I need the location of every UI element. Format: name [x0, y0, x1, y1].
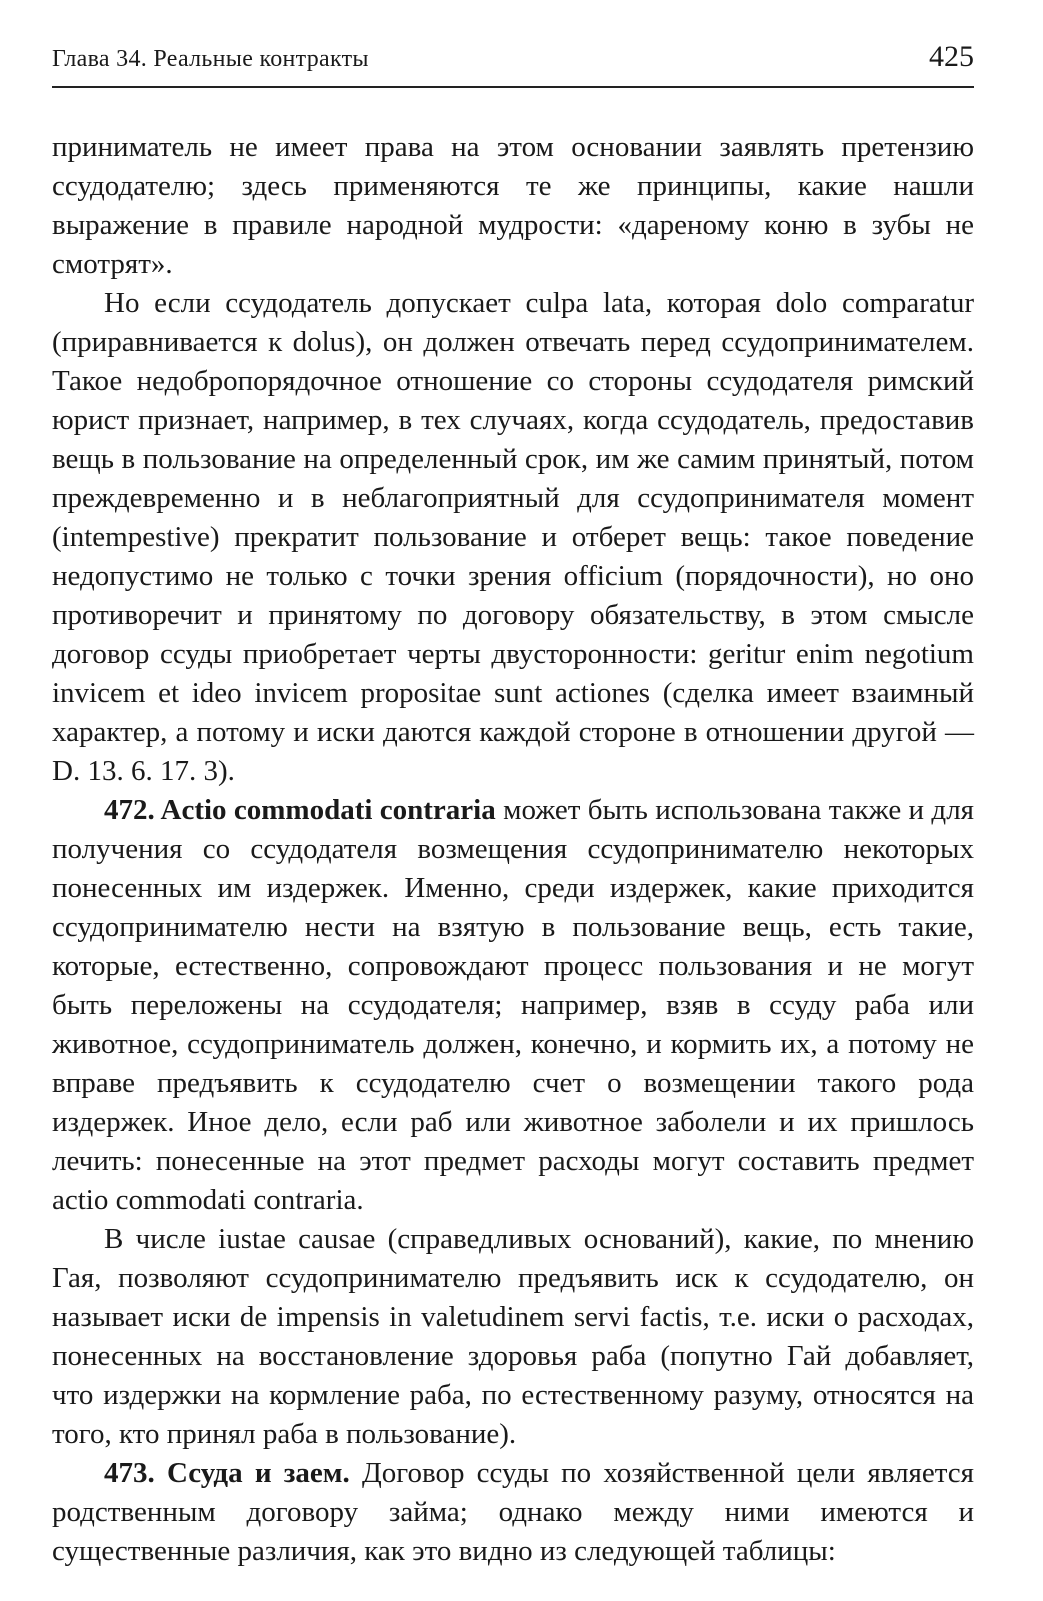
- paragraph-text: Договор ссуды по хозяйственной цели является родственным договору займа; однако между ними имеются и существенные различия, как это видно из следующей таблицы:: [52, 1457, 974, 1567]
- paragraph-iustae-causae: [52, 1220, 974, 1454]
- section-heading-472: 472. Actio commodati contraria: [104, 794, 496, 826]
- paragraph-text: может быть использована также и для получения со ссудодателя возмещения ссудопринимателю некоторых понесенных им издержек. Именно, среди издержек, какие приходится ссудопринимателю нести на взятую в пользование вещь, есть такие, которые, естественно, сопровождают процесс пользования и не могут быть переложены на ссудодателя; например, взяв в ссуду раба или животное, ссудоприниматель должен, конечно, и кормить их, а потому не вправе предъявить к ссудодателю счет о возмещении такого рода издержек. Иное дело, если раб или животное заболели и их пришлось лечить: понесенные на этот предмет расходы могут составить предмет actio commodati contraria.: [52, 794, 974, 1216]
- section-heading-473: 473. Ссуда и заем.: [104, 1457, 350, 1489]
- paragraph-text: В числе iustae causae (справедливых оснований), какие, по мнению Гая, позволяют ссудопринимателю предъявить иск к ссудодателю, он называет иски de impensis in valetudinem servi factis, т.е. иски о расходах, понесенных на восстановление здоровья раба (попутно Гай добавляет, что издержки на кормление раба, по естественному разуму, относятся на того, кто принял раба в пользование).: [52, 1223, 974, 1450]
- book-page: [52, 40, 974, 1571]
- chapter-title: Глава 34. Реальные контракты: [52, 46, 369, 72]
- paragraph-section-472: [52, 791, 974, 1220]
- paragraph-culpa-lata: [52, 284, 974, 791]
- running-head: [52, 40, 974, 88]
- page-number: 425: [929, 40, 974, 73]
- paragraph-text: Но если ссудодатель допускает culpa lata, которая dolo comparatur (приравнивается к dolus), он должен отвечать перед ссудопринимателем. Такое недобропорядочное отношение со стороны ссудодателя римский юрист признает, например, в тех случаях, когда ссудодатель, предоставив вещь в пользование на определенный срок, им же самим принятый, потом преждевременно и в неблагоприятный для ссудопринимателя момент (intempestive) прекратит пользование и отберет вещь: такое поведение недопустимо не только с точки зрения officium (порядочности), но оно противоречит и принятому по договору обязательству, в этом смысле договор ссуды приобретает черты двусторонности: geritur enim negotium invicem et ideo invicem propositae sunt actiones (сделка имеет взаимный характер, а потому и иски даются каждой стороне в отношении другой — D. 13. 6. 17. 3).: [52, 287, 974, 787]
- paragraph-section-473: [52, 1454, 974, 1571]
- body-text: [52, 128, 974, 1571]
- paragraph-text: приниматель не имеет права на этом основании заявлять претензию ссудодателю; здесь применяются те же принципы, какие нашли выражение в правиле народной мудрости: «дареному коню в зубы не смотрят».: [52, 131, 974, 280]
- paragraph-continuation: [52, 128, 974, 284]
